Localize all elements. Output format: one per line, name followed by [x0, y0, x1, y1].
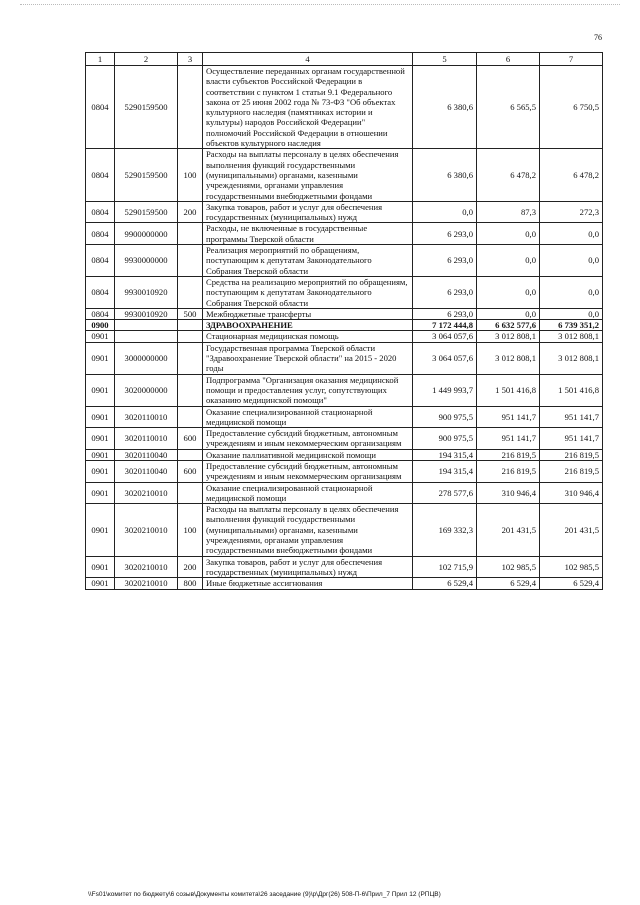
cell-c3: 800: [178, 578, 203, 589]
table-body: [86, 66, 603, 590]
table-row: [86, 201, 603, 223]
cell-c5: 6 529,4: [413, 578, 477, 589]
cell-c2: [115, 331, 178, 342]
cell-c4: Расходы, не включенные в государственные программы Тверской области: [203, 223, 413, 245]
table-row: [86, 460, 603, 482]
cell-c7: 310 946,4: [540, 482, 603, 504]
cell-c3: [178, 331, 203, 342]
cell-c3: [178, 320, 203, 331]
col-header: 2: [115, 53, 178, 66]
cell-c2: [115, 320, 178, 331]
cell-c4: Предоставление субсидий бюджетным, автономным учреждениям и иным некоммерческим организациям: [203, 428, 413, 450]
cell-c7: 216 819,5: [540, 460, 603, 482]
col-header: 6: [477, 53, 540, 66]
cell-c5: 6 293,0: [413, 245, 477, 277]
cell-c1: 0804: [86, 223, 115, 245]
table-row: [86, 428, 603, 450]
cell-c3: 200: [178, 201, 203, 223]
cell-c4: Оказание паллиативной медицинской помощи: [203, 449, 413, 460]
table-row: [86, 66, 603, 149]
cell-c4: Иные бюджетные ассигнования: [203, 578, 413, 589]
cell-c4: Государственная программа Тверской области "Здравоохранение Тверской области" на 2015 - 2020 годы: [203, 342, 413, 374]
cell-c5: 1 449 993,7: [413, 374, 477, 406]
cell-c1: 0901: [86, 578, 115, 589]
cell-c7: 1 501 416,8: [540, 374, 603, 406]
cell-c3: 600: [178, 460, 203, 482]
table-row: [86, 504, 603, 556]
cell-c2: 9930010920: [115, 276, 178, 308]
cell-c3: [178, 374, 203, 406]
cell-c2: 3020110040: [115, 460, 178, 482]
cell-c4: Оказание специализированной стационарной медицинской помощи: [203, 482, 413, 504]
cell-c2: 3020210010: [115, 578, 178, 589]
cell-c2: 3020210010: [115, 504, 178, 556]
col-header: 5: [413, 53, 477, 66]
cell-c2: 5290159500: [115, 149, 178, 201]
table-row: [86, 223, 603, 245]
cell-c7: 0,0: [540, 276, 603, 308]
table-row: [86, 556, 603, 578]
cell-c3: [178, 342, 203, 374]
cell-c3: [178, 245, 203, 277]
cell-c6: 201 431,5: [477, 504, 540, 556]
cell-c6: 951 141,7: [477, 428, 540, 450]
cell-c7: 951 141,7: [540, 428, 603, 450]
cell-c6: 216 819,5: [477, 460, 540, 482]
cell-c2: 3020110040: [115, 449, 178, 460]
cell-c1: 0901: [86, 331, 115, 342]
cell-c1: 0900: [86, 320, 115, 331]
cell-c5: 278 577,6: [413, 482, 477, 504]
cell-c2: 3020210010: [115, 556, 178, 578]
cell-c1: 0901: [86, 374, 115, 406]
cell-c4: Средства на реализацию мероприятий по обращениям, поступающим к депутатам Законодательного Собрания Тверской области: [203, 276, 413, 308]
scan-edge-line: [20, 4, 620, 5]
table-row: [86, 578, 603, 589]
table-row: [86, 331, 603, 342]
cell-c6: 0,0: [477, 308, 540, 319]
cell-c2: 5290159500: [115, 66, 178, 149]
cell-c3: 200: [178, 556, 203, 578]
cell-c3: [178, 276, 203, 308]
table-row: [86, 320, 603, 331]
cell-c4: Стационарная медицинская помощь: [203, 331, 413, 342]
table-row: [86, 374, 603, 406]
cell-c4: Реализация мероприятий по обращениям, поступающим к депутатам Законодательного Собрания Тверской области: [203, 245, 413, 277]
table-row: [86, 149, 603, 201]
cell-c5: 194 315,4: [413, 460, 477, 482]
cell-c4: Предоставление субсидий бюджетным, автономным учреждениям и иным некоммерческим организациям: [203, 460, 413, 482]
cell-c2: 3020000000: [115, 374, 178, 406]
cell-c1: 0901: [86, 504, 115, 556]
cell-c6: 6 632 577,6: [477, 320, 540, 331]
cell-c7: 3 012 808,1: [540, 342, 603, 374]
cell-c7: 951 141,7: [540, 406, 603, 428]
cell-c5: 7 172 444,8: [413, 320, 477, 331]
file-path-footer: \\Fs01\комитет по бюджету\6 созыв\Документы комитета\26 заседание (9)\р\Дрг(26) 508-П-6\Прил_7 Прил 12 (РПЦВ): [88, 891, 441, 898]
cell-c7: 0,0: [540, 223, 603, 245]
col-header: 7: [540, 53, 603, 66]
cell-c4: Расходы на выплаты персоналу в целях обеспечения выполнения функций государственными (муниципальными) органами, казенными учреждениями, органами управления государственными внебюджетными фондами: [203, 149, 413, 201]
cell-c5: 6 380,6: [413, 149, 477, 201]
cell-c5: 6 293,0: [413, 308, 477, 319]
cell-c1: 0901: [86, 556, 115, 578]
cell-c6: 310 946,4: [477, 482, 540, 504]
cell-c5: 194 315,4: [413, 449, 477, 460]
col-header: 1: [86, 53, 115, 66]
cell-c5: 3 064 057,6: [413, 331, 477, 342]
cell-c7: 102 985,5: [540, 556, 603, 578]
cell-c6: 3 012 808,1: [477, 342, 540, 374]
cell-c1: 0804: [86, 245, 115, 277]
cell-c6: 216 819,5: [477, 449, 540, 460]
cell-c5: 6 293,0: [413, 223, 477, 245]
cell-c7: 201 431,5: [540, 504, 603, 556]
cell-c5: 6 293,0: [413, 276, 477, 308]
cell-c2: 3020210010: [115, 482, 178, 504]
cell-c7: 6 750,5: [540, 66, 603, 149]
cell-c1: 0804: [86, 201, 115, 223]
cell-c4: Межбюджетные трансферты: [203, 308, 413, 319]
cell-c3: [178, 449, 203, 460]
cell-c1: 0901: [86, 406, 115, 428]
page-number: 76: [594, 33, 602, 42]
cell-c5: 6 380,6: [413, 66, 477, 149]
table-row: [86, 276, 603, 308]
cell-c7: 272,3: [540, 201, 603, 223]
cell-c7: 6 739 351,2: [540, 320, 603, 331]
cell-c6: 102 985,5: [477, 556, 540, 578]
cell-c1: 0901: [86, 342, 115, 374]
budget-table: [85, 52, 603, 590]
cell-c7: 0,0: [540, 308, 603, 319]
cell-c2: 9900000000: [115, 223, 178, 245]
cell-c3: 500: [178, 308, 203, 319]
cell-c4: Закупка товаров, работ и услуг для обеспечения государственных (муниципальных) нужд: [203, 556, 413, 578]
cell-c1: 0804: [86, 308, 115, 319]
cell-c4: Осуществление переданных органам государственной власти субъектов Российской Федерации в соответствии с пунктом 1 статьи 9.1 Федерального закона от 25 июня 2002 года № 73-ФЗ "Об объектах культурного наследия (памятниках истории и культуры) народов Российской Федерации" полномочий Российской Федерации в отношении объектов культурного наследия: [203, 66, 413, 149]
cell-c5: 169 332,3: [413, 504, 477, 556]
cell-c6: 87,3: [477, 201, 540, 223]
cell-c1: 0901: [86, 460, 115, 482]
cell-c3: 100: [178, 504, 203, 556]
cell-c6: 6 565,5: [477, 66, 540, 149]
cell-c2: 9930000000: [115, 245, 178, 277]
table-row: [86, 449, 603, 460]
cell-c4: Закупка товаров, работ и услуг для обеспечения государственных (муниципальных) нужд: [203, 201, 413, 223]
cell-c7: 3 012 808,1: [540, 331, 603, 342]
cell-c1: 0804: [86, 276, 115, 308]
cell-c4: ЗДРАВООХРАНЕНИЕ: [203, 320, 413, 331]
cell-c3: [178, 482, 203, 504]
cell-c2: 3020110010: [115, 406, 178, 428]
cell-c7: 0,0: [540, 245, 603, 277]
table-row: [86, 406, 603, 428]
cell-c6: 6 478,2: [477, 149, 540, 201]
cell-c6: 0,0: [477, 276, 540, 308]
cell-c6: 3 012 808,1: [477, 331, 540, 342]
table-row: [86, 342, 603, 374]
cell-c7: 216 819,5: [540, 449, 603, 460]
cell-c1: 0901: [86, 428, 115, 450]
table-row: [86, 308, 603, 319]
cell-c3: [178, 223, 203, 245]
cell-c6: 0,0: [477, 245, 540, 277]
cell-c5: 0,0: [413, 201, 477, 223]
cell-c5: 900 975,5: [413, 406, 477, 428]
cell-c1: 0901: [86, 449, 115, 460]
cell-c1: 0901: [86, 482, 115, 504]
cell-c5: 3 064 057,6: [413, 342, 477, 374]
cell-c4: Расходы на выплаты персоналу в целях обеспечения выполнения функций государственными (муниципальными) органами, казенными учреждениями, органами управления государственными внебюджетными фондами: [203, 504, 413, 556]
table-row: [86, 482, 603, 504]
header-row: [86, 53, 603, 66]
cell-c1: 0804: [86, 149, 115, 201]
cell-c6: 6 529,4: [477, 578, 540, 589]
cell-c3: [178, 66, 203, 149]
table-row: [86, 245, 603, 277]
cell-c6: 1 501 416,8: [477, 374, 540, 406]
col-header: 4: [203, 53, 413, 66]
cell-c3: [178, 406, 203, 428]
cell-c5: 900 975,5: [413, 428, 477, 450]
cell-c4: Подпрограмма "Организация оказания медицинской помощи и предоставления услуг, сопутствующих оказанию медицинской помощи": [203, 374, 413, 406]
cell-c6: 0,0: [477, 223, 540, 245]
cell-c5: 102 715,9: [413, 556, 477, 578]
cell-c4: Оказание специализированной стационарной медицинской помощи: [203, 406, 413, 428]
cell-c2: 5290159500: [115, 201, 178, 223]
cell-c3: 100: [178, 149, 203, 201]
cell-c3: 600: [178, 428, 203, 450]
cell-c2: 3020110010: [115, 428, 178, 450]
cell-c7: 6 478,2: [540, 149, 603, 201]
cell-c7: 6 529,4: [540, 578, 603, 589]
cell-c2: 3000000000: [115, 342, 178, 374]
cell-c6: 951 141,7: [477, 406, 540, 428]
col-header: 3: [178, 53, 203, 66]
cell-c1: 0804: [86, 66, 115, 149]
cell-c2: 9930010920: [115, 308, 178, 319]
